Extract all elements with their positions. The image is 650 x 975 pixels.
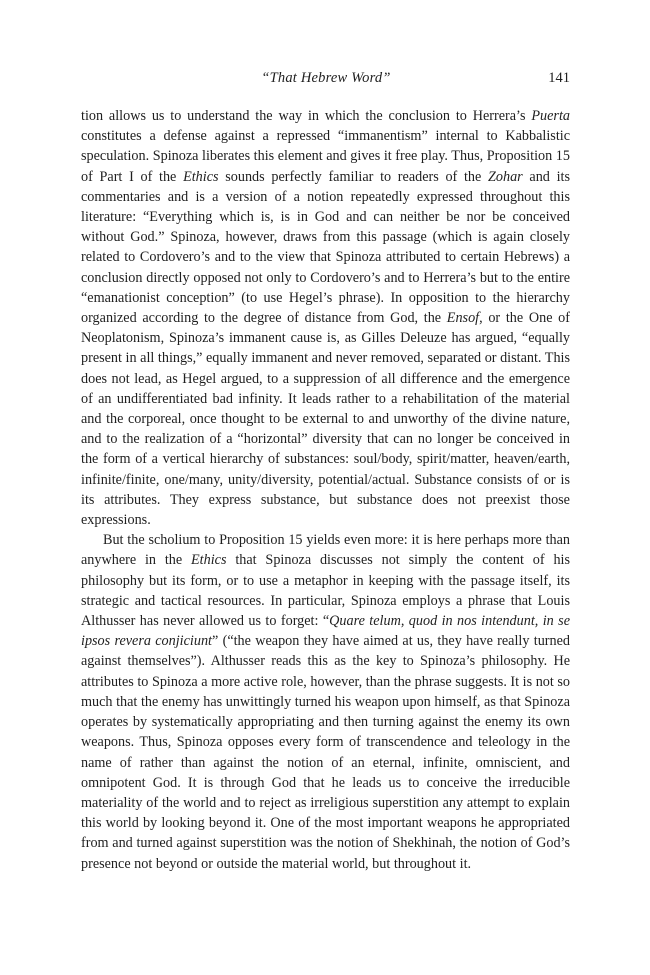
body-text — [81, 106, 570, 874]
text-run: But the scholium to Proposition 15 yields even more: it is here perhaps more than anywhere in the — [81, 532, 570, 569]
text-run: tion allows us to understand the way in which the conclusion to Herrera’s — [81, 108, 532, 124]
text-run: ” (“the weapon they have aimed at us, they have really turned against themselves”). Althusser reads this as the key to Spinoza’s philosophy. He attributes to Spinoza a more active role, however, than the phrase suggests. It is not so much that the enemy has unwittingly turned his weapon upon himself, as that Spinoza operates by systematically appropriating and then turning against the enemy its own weapons. Thus, Spinoza opposes every form of transcendence and teleology in the name of rather than against the notion of an eternal, infinite, omniscient, and omnipotent God. It is through God that he leads us to conceive the irreducible materiality of the world and to reject as irreligious superstition any attempt to explain this world by looking beyond it. One of the most important weapons he appropriated from and turned against superstition was the notion of Shekhinah, the notion of God’s presence not beyond or outside the material world, but throughout it. — [81, 633, 570, 872]
page-number: 141 — [548, 70, 570, 86]
running-title: “That Hebrew Word” — [261, 70, 391, 86]
text-run: , or the One of Neoplatonism, Spinoza’s immanent cause is, as Gilles Deleuze has argued, “equally present in all things,” equally immanent and never removed, separated or distant. This does not lead, as Hegel argued, to a suppression of all difference and the emergence of an undifferentiated bad infinity. It leads rather to a rehabilitation of the material and the corporeal, once thought to be external to and unworthy of the divine nature, and to the realization of a “horizontal” diversity that can no longer be conceived in the form of a vertical hierarchy of substances: soul/body, spirit/matter, heaven/earth, infinite/finite, one/many, unity/diversity, potential/actual. Substance consists of or is its attributes. They express substance, but substance does not preexist those expressions. — [81, 310, 570, 529]
text-run: and its commentaries and is a version of a notion repeatedly expressed throughout this literature: “Everything which is, is in God and can neither be nor be conceived without God.” Spinoza, however, draws from this passage (which is again closely related to Cordovero’s and to the view that Spinoza attributed to certain Hebrews) a conclusion directly opposed not only to Cordovero’s and to Herrera’s but to the entire “emanationist conception” (to use Hegel’s phrase). In opposition to the hierarchy organized according to the degree of distance from God, the — [81, 168, 571, 327]
italic-text: Zohar — [488, 168, 523, 185]
paragraph — [81, 530, 570, 873]
paragraph — [81, 106, 570, 530]
text-run: that Spinoza discusses not simply the content of his philosophy but its form, or to use a metaphor in keeping with the passage itself, its strategic and tactical resources. In particular, Spinoza employs a phrase that Louis Althusser has never allowed us to forget: “ — [81, 552, 570, 630]
italic-text: Ethics — [191, 552, 227, 569]
italic-text: Puerta — [531, 108, 570, 124]
italic-text: Ensof — [446, 310, 480, 327]
text-run: sounds perfectly familiar to readers of the — [218, 168, 489, 185]
italic-text: Quare telum, quod in nos intendunt, in se ipsos revera conjiciunt — [81, 613, 570, 650]
text-run: constitutes a defense against a repressed “immanentism” internal to Kabbalistic speculation. Spinoza liberates this element and gives it free play. Thus, Proposition 15 of Part I of the — [81, 128, 570, 185]
running-head — [82, 70, 570, 90]
italic-text: Ethics — [183, 168, 219, 185]
